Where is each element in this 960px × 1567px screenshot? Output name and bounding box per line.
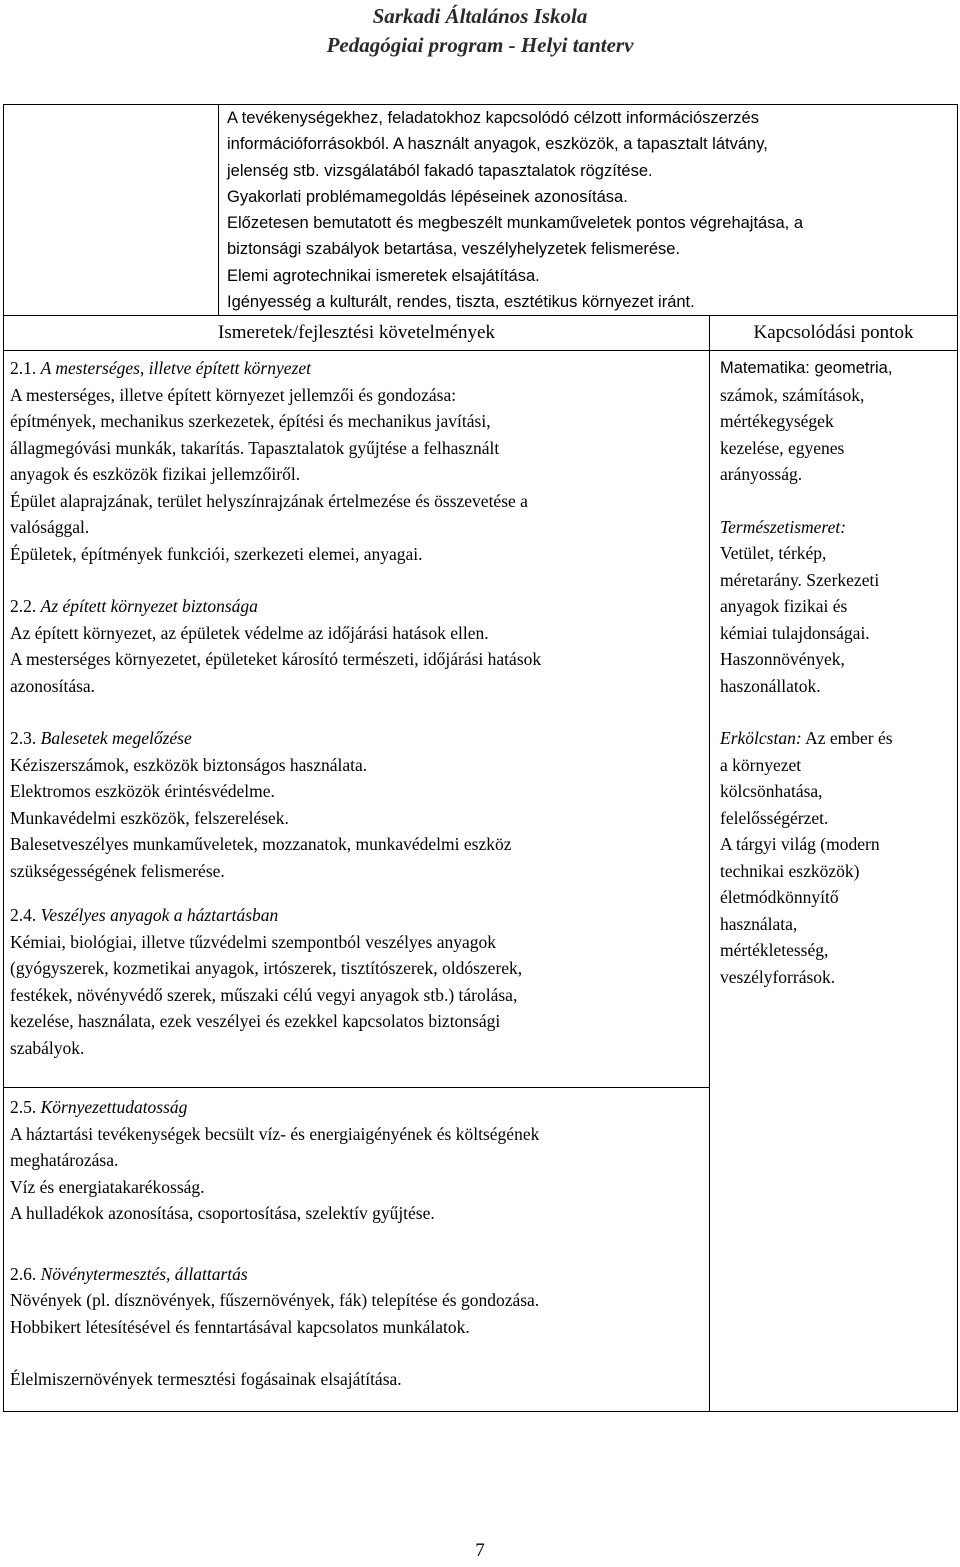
connection-line: A tárgyi világ (modern <box>720 834 880 855</box>
nature-label: Természetismeret: <box>720 516 847 537</box>
header-connections: Kapcsolódási pontok <box>710 316 958 351</box>
section-line: Munkavédelmi eszközök, felszerelések. <box>10 807 289 828</box>
section-2-6-heading <box>10 1261 703 1288</box>
section-title: Balesetek megelőzése <box>40 728 192 749</box>
section-line: meghatározása. <box>10 1150 119 1171</box>
goals-line: Előzetesen bemutatott és megbeszélt munkaműveletek pontos végrehajtása, a <box>227 214 804 233</box>
connection-line: Matematika: geometria, <box>720 359 893 378</box>
knowledge-content-2 <box>4 1088 709 1411</box>
header-knowledge: Ismeretek/fejlesztési követelmények <box>4 316 710 351</box>
spacer <box>10 1061 703 1087</box>
connection-line: Vetület, térkép, <box>720 543 827 564</box>
goals-line: Gyakorlati problémamegoldás lépéseinek azonosítása. <box>227 187 628 206</box>
section-line: Balesetveszélyes munkaműveletek, mozzanatok, munkavédelmi eszköz <box>10 834 512 855</box>
goals-line: Elemi agrotechnikai ismeretek elsajátítása. <box>227 266 540 285</box>
knowledge-cell <box>4 351 710 1088</box>
connection-line: arányosság. <box>720 464 803 485</box>
goals-line: biztonsági szabályok betartása, veszélyhelyzetek felismerése. <box>227 240 681 259</box>
section-title: A mesterséges, illetve épített környezet <box>40 358 311 379</box>
section-line: kezelése, használata, ezek veszélyei és ezekkel kapcsolatos biztonsági <box>10 1011 501 1032</box>
connection-line: kölcsönhatása, <box>720 781 823 802</box>
goals-line: jelenség stb. vizsgálatából fakadó tapasztalatok rögzítése. <box>227 161 653 180</box>
section-number: 2.1. <box>10 358 37 379</box>
content-row <box>4 351 958 1088</box>
section-line: azonosítása. <box>10 675 96 696</box>
section-line: Elektromos eszközök érintésvédelme. <box>10 781 275 802</box>
curriculum-table <box>3 104 958 1412</box>
section-line: állagmegóvási munkák, takarítás. Tapasztalatok gyűjtése a felhasznált <box>10 437 500 458</box>
section-line: Növények (pl. dísznövények, fűszernövények, fák) telepítése és gondozása. <box>10 1290 540 1311</box>
section-line: A hulladékok azonosítása, csoportosítása, szelektív gyűjtése. <box>10 1203 435 1224</box>
section-2-3-heading <box>10 725 703 752</box>
spacer <box>10 1340 703 1366</box>
school-name: Sarkadi Általános Iskola <box>372 4 588 28</box>
connection-line: életmódkönnyítő <box>720 887 839 908</box>
spacer <box>720 488 953 514</box>
section-line: A háztartási tevékenységek becsült víz- és energiaigényének és költségének <box>10 1123 540 1144</box>
connection-line: mértékletesség, <box>720 940 829 961</box>
ethics-label: Erkölcstan: <box>720 728 802 749</box>
section-number: 2.2. <box>10 596 37 617</box>
section-line: Épületek, építmények funkciói, szerkezeti elemei, anyagai. <box>10 543 423 564</box>
top-row <box>4 105 958 316</box>
section-2-4-heading <box>10 902 703 929</box>
connection-line: kezelése, egyenes <box>720 437 845 458</box>
section-2-1-heading <box>10 355 703 382</box>
connection-line: kémiai tulajdonságai. <box>720 622 870 643</box>
knowledge-cell-2 <box>4 1088 710 1412</box>
ethics-first-line <box>720 725 953 752</box>
section-line: építmények, mechanikus szerkezetek, építési és mechanikus javítási, <box>10 411 491 432</box>
section-line: szabályok. <box>10 1037 85 1058</box>
connection-line: felelősségérzet. <box>720 807 829 828</box>
section-2-2-heading <box>10 593 703 620</box>
connection-line: a környezet <box>720 754 802 775</box>
spacer <box>10 567 703 593</box>
connection-line: használata, <box>720 913 798 934</box>
goals-line: információforrásokból. A használt anyagok, eszközök, a tapasztalt látvány, <box>227 135 768 154</box>
section-line: Épület alaprajzának, terület helyszínrajzának értelmezése és összevetése a <box>10 490 528 511</box>
section-line: A mesterséges, illetve épített környezet jellemzői és gondozása: <box>10 384 457 405</box>
connection-line: méretarány. Szerkezeti <box>720 569 880 590</box>
page-number: 7 <box>475 1540 485 1561</box>
section-line: (gyógyszerek, kozmetikai anyagok, irtószerek, tisztítószerek, oldószerek, <box>10 958 523 979</box>
section-line: Kémiai, biológiai, illetve tűzvédelmi szempontból veszélyes anyagok <box>10 931 496 952</box>
connection-line: veszélyforrások. <box>720 966 836 987</box>
section-number: 2.5. <box>10 1097 37 1118</box>
connection-line: mértékegységek <box>720 411 834 432</box>
section-title: Növénytermesztés, állattartás <box>40 1263 248 1284</box>
knowledge-content <box>4 351 709 1087</box>
goals-line: A tevékenységekhez, feladatokhoz kapcsolódó célzott információszerzés <box>227 109 759 127</box>
spacer <box>10 884 703 902</box>
spacer <box>10 699 703 725</box>
section-line: Víz és energiatakarékosság. <box>10 1176 205 1197</box>
section-number: 2.6. <box>10 1263 37 1284</box>
goals-cell <box>219 105 958 316</box>
section-line: Kéziszerszámok, eszközök biztonságos használata. <box>10 754 368 775</box>
section-title: Az épített környezet biztonsága <box>40 596 258 617</box>
document-subtitle: Pedagógiai program - Helyi tanterv <box>326 33 634 57</box>
section-title: Környezettudatosság <box>40 1097 188 1118</box>
ethics-first-rest: Az ember és <box>801 728 893 749</box>
section-line: Hobbikert létesítésével és fenntartásával kapcsolatos munkálatok. <box>10 1316 470 1337</box>
section-line: anyagok és eszközök fizikai jellemzőiről. <box>10 464 301 485</box>
connections-cell <box>710 351 958 1412</box>
connection-line: haszonállatok. <box>720 675 821 696</box>
goals-line: Igényesség a kulturált, rendes, tiszta, esztétikus környezet iránt. <box>227 293 695 312</box>
section-line: Az épített környezet, az épületek védelme az időjárási hatások ellen. <box>10 622 489 643</box>
connection-line: Haszonnövények, <box>720 649 845 670</box>
section-2-5-heading <box>10 1094 703 1121</box>
spacer <box>10 1227 703 1261</box>
spacer <box>720 699 953 725</box>
section-number: 2.4. <box>10 905 37 926</box>
connections-content <box>710 351 957 990</box>
connection-line: technikai eszközök) <box>720 860 860 881</box>
connection-line: anyagok fizikai és <box>720 596 848 617</box>
goals-text <box>219 105 957 315</box>
section-title: Veszélyes anyagok a háztartásban <box>40 905 279 926</box>
section-line: valósággal. <box>10 517 90 538</box>
section-line: Élelmiszernövények termesztési fogásainak elsajátítása. <box>10 1369 402 1390</box>
connection-line: számok, számítások, <box>720 384 865 405</box>
section-line: festékek, növényvédő szerek, műszaki célú vegyi anyagok stb.) tárolása, <box>10 984 518 1005</box>
top-empty-cell <box>4 105 219 316</box>
header-row <box>4 316 958 351</box>
section-line: szükségességének felismerése. <box>10 860 225 881</box>
section-number: 2.3. <box>10 728 37 749</box>
section-line: A mesterséges környezetet, épületeket károsító természeti, időjárási hatások <box>10 649 542 670</box>
